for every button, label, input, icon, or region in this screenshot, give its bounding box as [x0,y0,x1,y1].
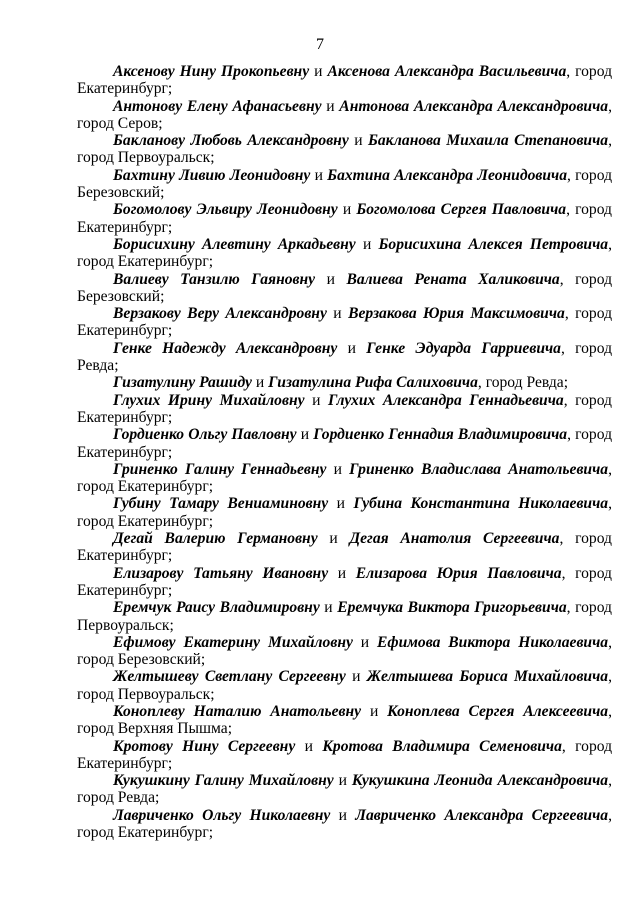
husband-name: Елизарова Юрия Павловича [355,564,562,582]
husband-name: Богомолова Сергея Павловича [356,201,567,219]
husband-name: Бахтина Александра Леонидовича [327,166,567,184]
wife-name: Гизатулину Рашиду [113,374,252,392]
wife-name: Богомолову Эльвиру Леонидовну [113,201,338,219]
husband-name: Ефимова Виктора Николаевича [377,633,609,651]
conjunction: и [352,668,361,686]
conjunction: и [314,63,323,80]
wife-name: Генке Надежду Александровну [113,339,338,357]
city: город Екатеринбург; [77,530,612,565]
list-item: Губину Тамару Вениаминовну и Губина Константина Николаевича, город Екатеринбург; [77,495,612,530]
wife-name: Елизарову Татьяну Ивановну [113,564,329,582]
list-item: Гизатулину Рашиду и Гизатулина Рифа Салиховича, город Ревда; [113,374,569,392]
document-body [77,63,612,841]
husband-name: Глухих Александра Геннадьевича [327,391,564,409]
conjunction: и [324,599,333,617]
page-number: 7 [316,36,324,53]
list-item: Верзакову Веру Александровну и Верзакова Юрия Максимовича, город Екатеринбург; [77,305,613,340]
husband-name: Еремчука Виктора Григорьевича [337,599,567,617]
wife-name: Верзакову Веру Александровну [113,305,327,323]
city: город Березовский; [77,270,613,305]
list-item: Гриненко Галину Геннадьевну и Гриненко Владислава Анатольевича, город Екатеринбург; [77,460,612,496]
husband-name: Гизатулина Рифа Салиховича [268,374,478,392]
wife-name: Борисихину Алевтину Аркадьевну [113,235,356,253]
city: город Ревда; [77,789,160,807]
list-item: Борисихину Алевтину Аркадьевну и Борисихина Алексея Петровича, город Екатеринбург; [77,235,612,271]
list-item: Желтышеву Светлану Сергеевну и Желтышева Бориса Михайловича, город Первоуральск; [77,668,612,703]
conjunction: и [314,166,323,184]
list-item: Глухих Ирину Михайловну и Глухих Александра Геннадьевича, город Екатеринбург; [77,391,612,426]
husband-name: Борисихина Алексея Петровича [378,235,609,253]
list-item: Дегай Валерию Германовну и Дегая Анатолия Сергеевича, город Екатеринбург; [77,530,612,565]
husband-name: Генке Эдуарда Гарриевича [366,339,561,357]
husband-name: Кукушкина Леонида Александровича [351,772,609,790]
husband-name: Коноплева Сергея Алексеевича [387,702,609,720]
wife-name: Гордиенко Ольгу Павловну [113,426,297,444]
husband-name: Гордиенко Геннадия Владимировича [313,426,568,444]
list-item: Елизарову Татьяну Ивановну и Елизарова Юрия Павловича, город Екатеринбург; [77,564,612,599]
city: город Екатеринбург; [77,391,612,426]
wife-name: Бахтину Ливию Леонидовну [113,166,311,184]
conjunction: и [333,305,342,323]
city: город Березовский; [77,166,613,202]
husband-name: Верзакова Юрия Максимовича [348,305,565,323]
city: город Ревда; [485,374,569,392]
city: город Березовский; [77,651,206,669]
list-item: Гордиенко Ольгу Павловну и Гордиенко Геннадия Владимировича, город Екатеринбург; [77,426,613,461]
wife-name: Дегай Валерию Германовну [113,530,318,548]
city: город Екатеринбург; [77,824,214,842]
wife-name: Коноплеву Наталию Анатольевну [113,702,362,720]
list-item: Кукушкину Галину Михайловну и Кукушкина Леонида Александровича, город Ревда; [77,772,612,807]
list-item: Ефимову Екатерину Михайловну и Ефимова Виктора Николаевича, город Березовский; [77,633,612,669]
list-item: Антонову Елену Афанасьевну и Антонова Александра Александровича, город Серов; [77,97,612,132]
conjunction: и [369,702,379,720]
conjunction: и [360,633,370,651]
conjunction: и [338,772,347,790]
city: город Екатеринбург; [77,201,612,236]
city: город Екатеринбург; [77,63,613,98]
wife-name: Валиеву Танзилю Гаяновну [113,270,316,288]
list-item: Генке Надежду Александровну и Генке Эдуарда Гарриевича, город Ревда; [77,339,613,375]
conjunction: и [337,564,347,582]
wife-name: Аксенову Нину Прокопьевну [113,63,310,80]
wife-name: Желтышеву Светлану Сергеевну [113,668,346,686]
wife-name: Губину Тамару Вениаминовну [113,495,329,513]
conjunction: и [338,806,347,824]
husband-name: Желтышева Бориса Михайловича [366,668,609,686]
city: город Екатеринбург; [77,478,214,496]
conjunction: и [342,201,352,219]
husband-name: Кротова Владимира Семеновича [322,737,562,755]
city: город Серов; [77,114,163,132]
conjunction: и [333,460,342,478]
list-item: Бакланову Любовь Александровну и Бакланова Михаила Степановича, город Первоуральск; [77,132,612,167]
city: город Первоуральск; [77,149,215,167]
wife-name: Лавриченко Ольгу Николаевну [113,806,331,824]
wife-name: Кукушкину Галину Михайловну [113,772,334,790]
list-item: Коноплеву Наталию Анатольевну и Коноплева Сергея Алексеевича, город Верхняя Пышма; [77,702,612,738]
list-item: Валиеву Танзилю Гаяновну и Валиева Рената Халиковича, город Березовский; [77,270,613,305]
list-item: Бахтину Ливию Леонидовну и Бахтина Александра Леонидовича, город Березовский; [77,166,613,202]
husband-name: Губина Константина Николаевича [353,495,609,513]
husband-name: Бакланова Михаила Степановича [367,132,609,150]
wife-name: Кротову Нину Сергеевну [113,737,296,755]
city: город Екатеринбург; [77,737,613,772]
husband-name: Валиева Рената Халиковича [346,270,560,288]
city: город Ревда; [77,339,613,375]
conjunction: и [255,374,265,392]
conjunction: и [326,270,335,288]
city: город Екатеринбург; [77,426,613,461]
conjunction: и [362,235,372,253]
conjunction: и [354,132,363,150]
list-item: Аксенову Нину Прокопьевну и Аксенова Александра Васильевича, город Екатеринбург; [77,63,613,98]
conjunction: и [326,97,335,115]
conjunction: и [304,737,313,755]
list-item: Лавриченко Ольгу Николаевну и Лавриченко Александра Сергеевича, город Екатеринбург; [77,806,612,842]
city: город Первоуральск; [77,599,612,634]
city: город Екатеринбург; [77,253,214,271]
conjunction: и [347,339,356,357]
wife-name: Бакланову Любовь Александровну [113,132,349,150]
wife-name: Еремчук Раису Владимировну [113,599,320,617]
city: город Первоуральск; [77,685,215,703]
city: город Екатеринбург; [77,512,214,530]
wife-name: Глухих Ирину Михайловну [113,391,305,409]
conjunction: и [329,530,338,548]
list-item: Богомолову Эльвиру Леонидовну и Богомолова Сергея Павловича, город Екатеринбург; [77,201,612,236]
husband-name: Аксенова Александра Васильевича [327,63,567,80]
husband-name: Гриненко Владислава Анатольевича [349,460,609,478]
city: город Екатеринбург; [77,564,612,599]
wife-name: Гриненко Галину Геннадьевну [113,460,327,478]
conjunction: и [312,391,321,409]
wife-name: Антонову Елену Афанасьевну [113,97,322,115]
conjunction: и [300,426,310,444]
list-item: Кротову Нину Сергеевну и Кротова Владимира Семеновича, город Екатеринбург; [77,737,613,772]
city: город Екатеринбург; [77,305,613,340]
husband-name: Лавриченко Александра Сергеевича [355,806,609,824]
list-item: Еремчук Раису Владимировну и Еремчука Виктора Григорьевича, город Первоуральск; [77,599,612,634]
husband-name: Антонова Александра Александровича [339,97,609,115]
conjunction: и [336,495,346,513]
husband-name: Дегая Анатолия Сергеевича [349,530,560,548]
wife-name: Ефимову Екатерину Михайловну [113,633,353,651]
city: город Верхняя Пышма; [77,720,233,738]
